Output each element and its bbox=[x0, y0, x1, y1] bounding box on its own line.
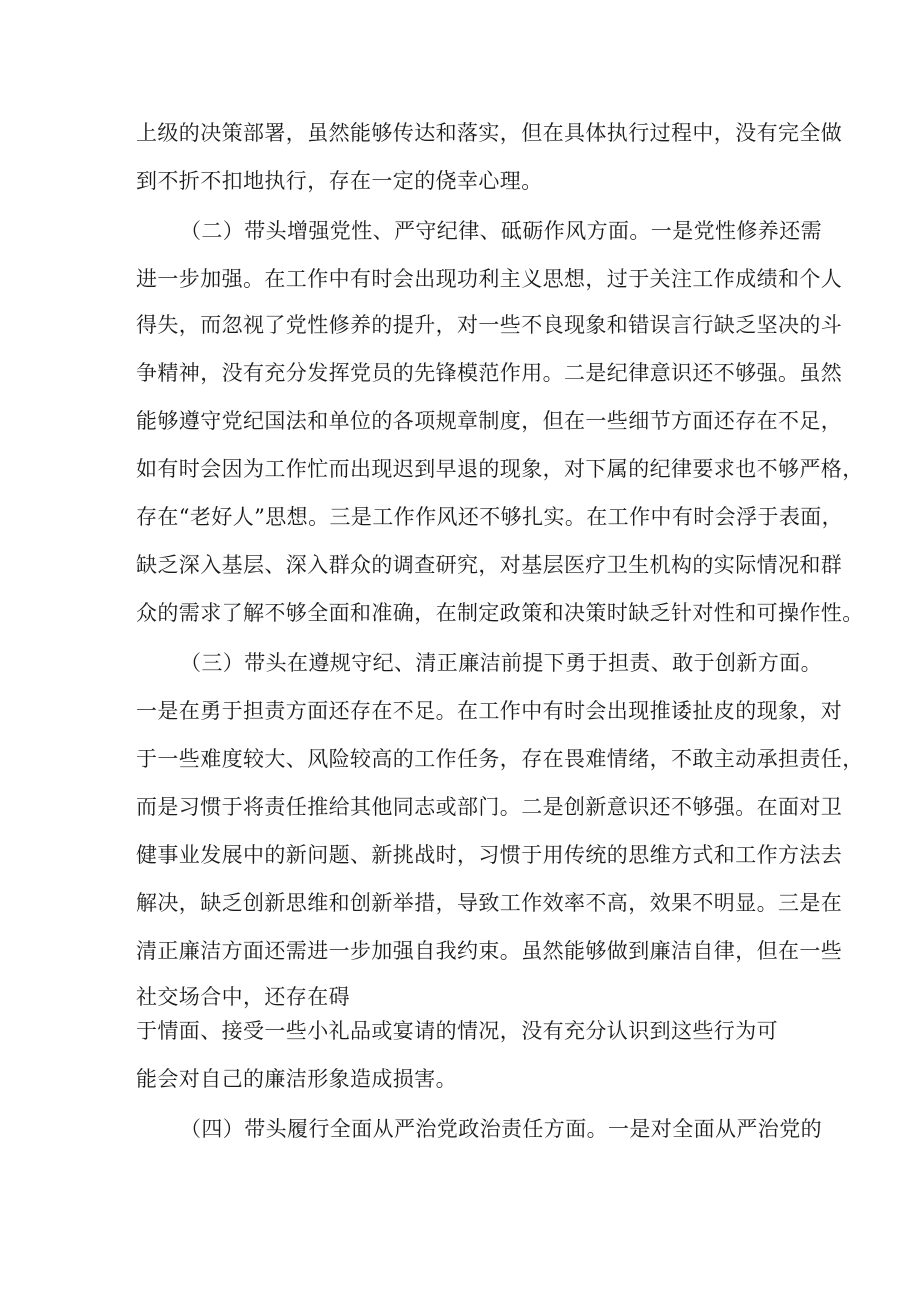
text-line: 能会对自己的廉洁形象造成损害。 bbox=[136, 1067, 457, 1091]
text-line: 一是在勇于担责方面还存在不足。在工作中有时会出现推诿扯皮的现象，对 bbox=[136, 699, 843, 723]
text-line: 能够遵守党纪国法和单位的各项规章制度，但在一些细节方面还存在不足， bbox=[136, 409, 843, 433]
text-line: 存在“老好人”思想。三是工作作风还不够扎实。在工作中有时会浮于表面， bbox=[136, 505, 844, 529]
text-line: 争精神，没有充分发挥党员的先锋模范作用。二是纪律意识还不够强。虽然 bbox=[136, 361, 843, 385]
text-line: 健事业发展中的新问题、新挑战时，习惯于用传统的思维方式和工作方法去 bbox=[136, 843, 843, 867]
text-line: 缺乏深入基层、深入群众的调查研究，对基层医疗卫生机构的实际情况和群 bbox=[136, 553, 843, 577]
text-line: 上级的决策部署，虽然能够传达和落实，但在具体执行过程中，没有完全做 bbox=[136, 121, 843, 145]
text-line: 到不折不扣地执行，存在一定的侥幸心理。 bbox=[136, 169, 543, 193]
text-line: 社交场合中，还存在碍 bbox=[136, 985, 350, 1009]
paragraph-heading-3: （三）带头在遵规守纪、清正廉洁前提下勇于担责、敢于创新方面。 bbox=[180, 651, 822, 675]
text-line: 清正廉洁方面还需进一步加强自我约束。虽然能够做到廉洁自律，但在一些 bbox=[136, 939, 843, 963]
text-line: 得失，而忽视了党性修养的提升，对一些不良现象和错误言行缺乏坚决的斗 bbox=[136, 313, 843, 337]
text-line: 解决，缺乏创新思维和创新举措，导致工作效率不高，效果不明显。三是在 bbox=[136, 891, 843, 915]
text-line: 如有时会因为工作忙而出现迟到早退的现象，对下属的纪律要求也不够严格， bbox=[136, 457, 864, 481]
text-line: 而是习惯于将责任推给其他同志或部门。二是创新意识还不够强。在面对卫 bbox=[136, 795, 843, 819]
text-line: 进一步加强。在工作中有时会出现功利主义思想，过于关注工作成绩和个人 bbox=[136, 267, 843, 291]
text-line: 众的需求了解不够全面和准确，在制定政策和决策时缺乏针对性和可操作性。 bbox=[136, 601, 864, 625]
text-line: 于一些难度较大、风险较高的工作任务，存在畏难情绪，不敢主动承担责任， bbox=[136, 747, 864, 771]
paragraph-heading-2: （二）带头增强党性、严守纪律、砥砺作风方面。一是党性修养还需 bbox=[180, 219, 822, 243]
text-line: 于情面、接受一些小礼品或宴请的情况，没有充分认识到这些行为可 bbox=[136, 1019, 778, 1043]
paragraph-heading-4: （四）带头履行全面从严治党政治责任方面。一是对全面从严治党的 bbox=[180, 1117, 822, 1141]
